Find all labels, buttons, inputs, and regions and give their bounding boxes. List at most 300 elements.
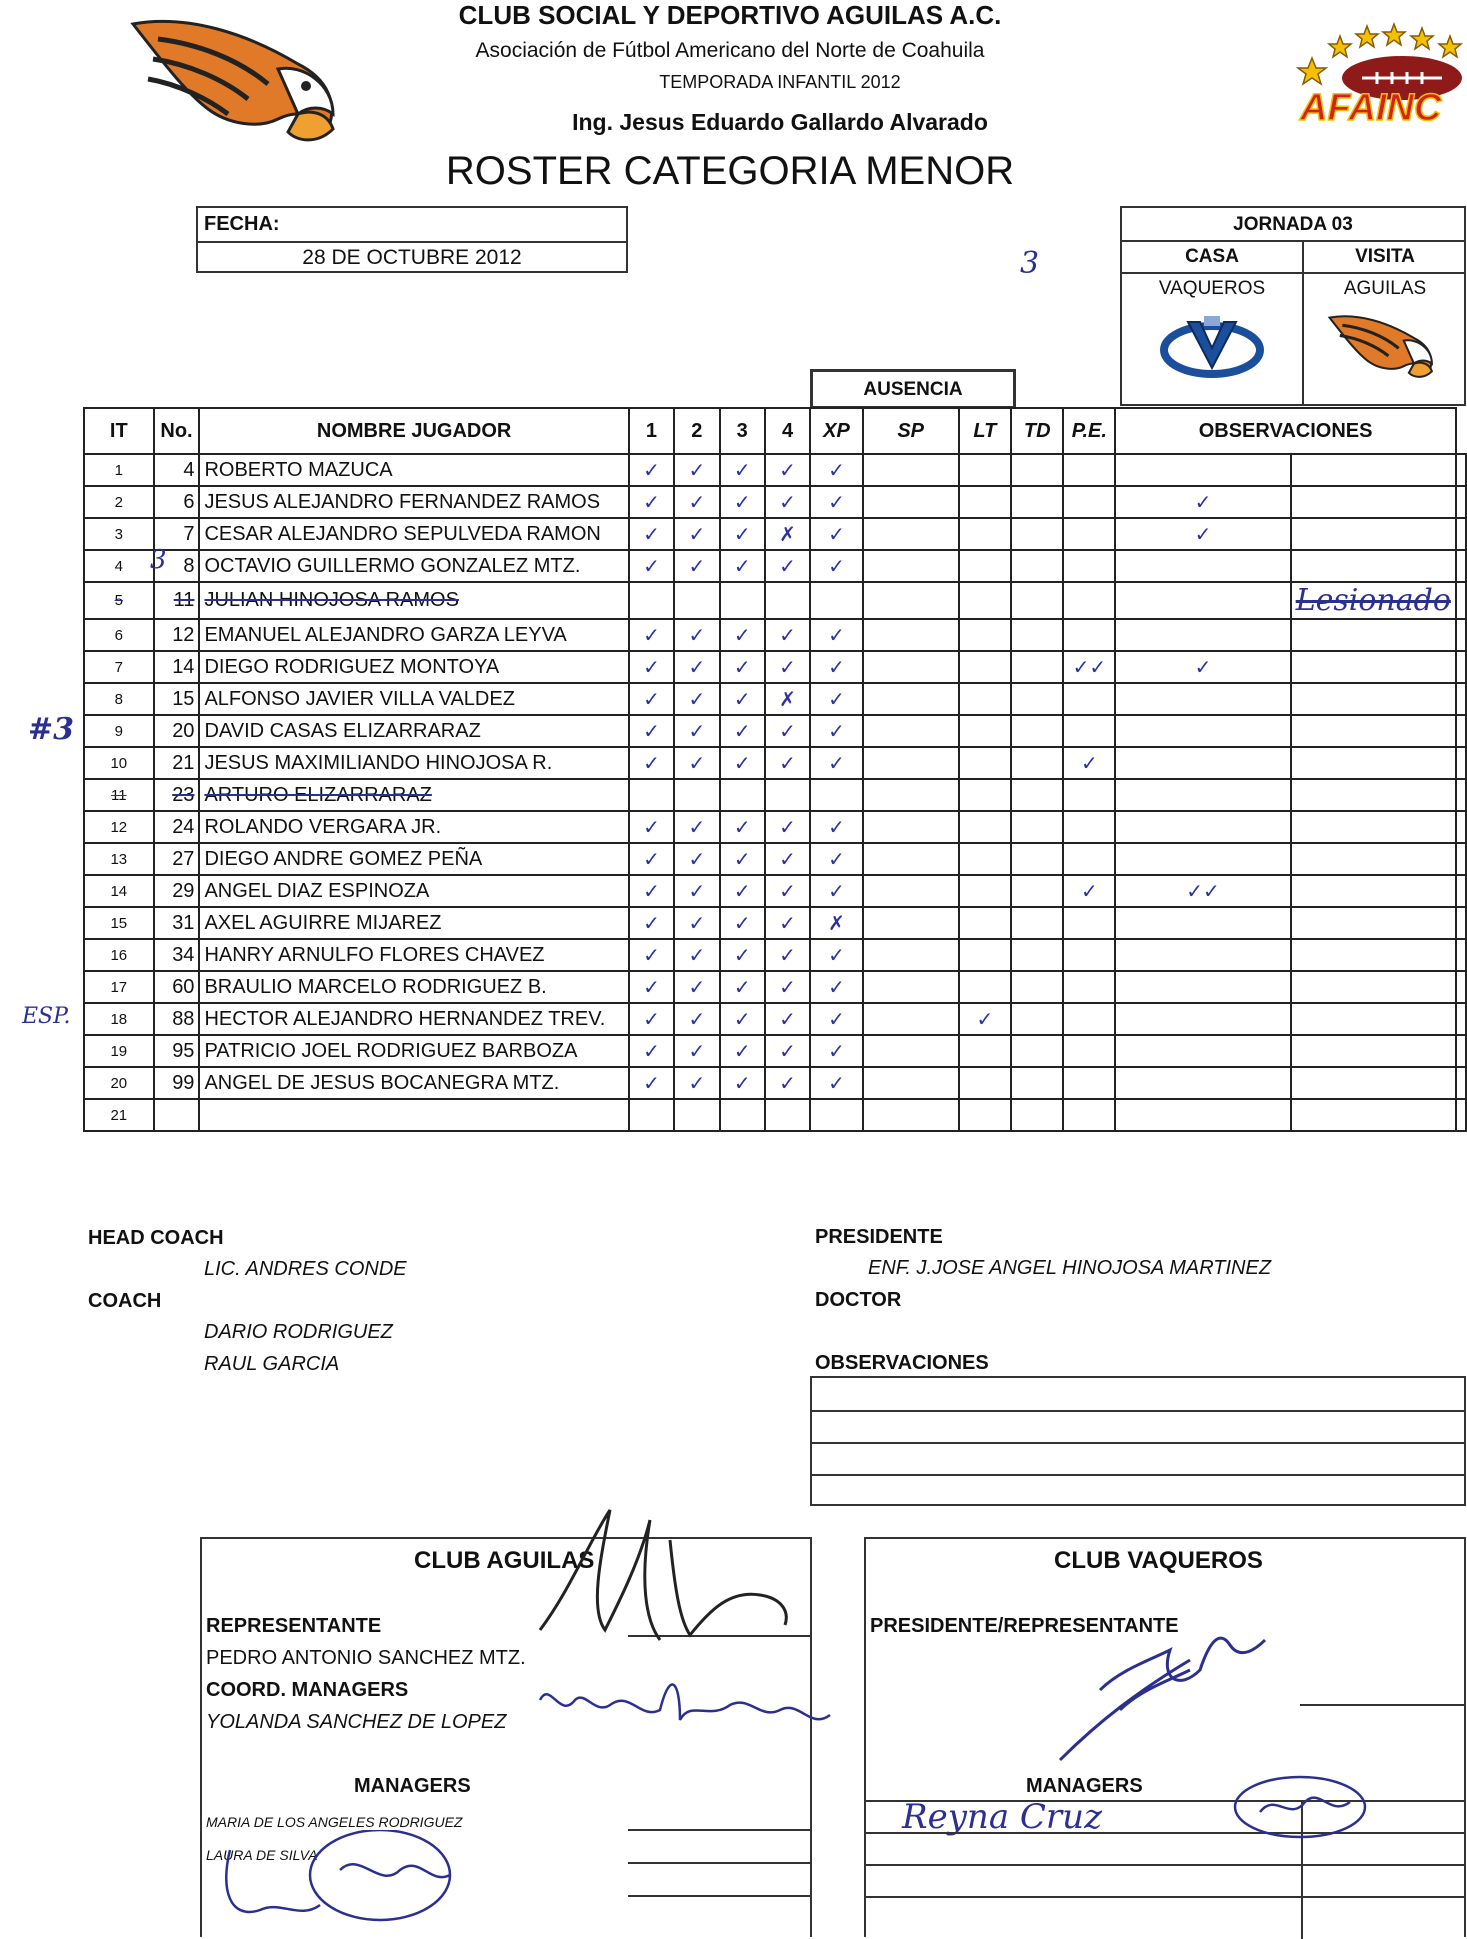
- player-observaciones-extra: [1456, 486, 1466, 518]
- player-pe: [1115, 939, 1290, 971]
- col-q4: 4: [765, 408, 810, 454]
- player-q4: ✓: [810, 843, 862, 875]
- aguilas-eagle-logo: [128, 14, 343, 149]
- player-observaciones: [1291, 683, 1456, 715]
- player-q2: ✓: [720, 486, 765, 518]
- player-observaciones: [1291, 518, 1456, 550]
- player-check-mark: ✓: [629, 683, 674, 715]
- player-q4: ✓: [810, 486, 862, 518]
- player-q1: ✓: [674, 747, 719, 779]
- player-q2: [720, 1099, 765, 1131]
- afainc-logo-text: AFAINC: [1300, 87, 1442, 128]
- player-check-mark: ✓: [629, 1067, 674, 1099]
- player-it: 10: [84, 747, 154, 779]
- player-lt: [1011, 486, 1063, 518]
- aguilas-manager-1: MARIA DE LOS ANGELES RODRIGUEZ: [206, 1814, 463, 1830]
- player-q2: ✓: [720, 1067, 765, 1099]
- player-observaciones-extra: [1456, 1099, 1466, 1131]
- player-pe: [1115, 811, 1290, 843]
- player-observaciones-extra: [1456, 907, 1466, 939]
- observaciones-box: [810, 1376, 1466, 1506]
- player-observaciones-extra: [1456, 875, 1466, 907]
- player-number: [154, 1099, 200, 1131]
- player-check-mark: ✓: [629, 1035, 674, 1067]
- player-td: [1063, 1003, 1115, 1035]
- coach-name-1: DARIO RODRIGUEZ: [204, 1321, 393, 1343]
- vaqueros-logo: [1160, 316, 1264, 378]
- player-td: [1063, 779, 1115, 811]
- player-observaciones: [1291, 454, 1456, 486]
- player-sp: [959, 518, 1011, 550]
- player-pe: [1115, 843, 1290, 875]
- player-name: JESUS ALEJANDRO FERNANDEZ RAMOS: [199, 486, 628, 518]
- player-observaciones-extra: [1456, 683, 1466, 715]
- player-number: 31: [154, 907, 200, 939]
- player-td: ✓: [1063, 875, 1115, 907]
- player-td: [1063, 454, 1115, 486]
- roster-header-row: [84, 408, 1466, 454]
- player-observaciones-extra: [1456, 843, 1466, 875]
- player-q3: ✗: [765, 683, 810, 715]
- player-td: [1063, 550, 1115, 582]
- player-q3: ✓: [765, 747, 810, 779]
- player-lt: [1011, 811, 1063, 843]
- head-coach-label: HEAD COACH: [88, 1227, 224, 1249]
- player-td: [1063, 1099, 1115, 1131]
- table-row: [84, 843, 1466, 875]
- player-q3: ✓: [765, 1003, 810, 1035]
- aguilas-representante-signature: [530, 1500, 810, 1650]
- player-td: ✓: [1063, 747, 1115, 779]
- player-q4: ✓: [810, 550, 862, 582]
- player-q3: ✓: [765, 486, 810, 518]
- player-td: [1063, 811, 1115, 843]
- player-number: 23: [154, 779, 200, 811]
- handwritten-mark: 3: [1020, 246, 1040, 281]
- table-row: [84, 651, 1466, 683]
- player-observaciones-extra: [1456, 779, 1466, 811]
- player-q1: ✓: [674, 619, 719, 651]
- player-q2: ✓: [720, 1035, 765, 1067]
- player-observaciones-extra: [1456, 747, 1466, 779]
- player-sp: [959, 715, 1011, 747]
- player-name: [199, 1099, 628, 1131]
- player-it: 14: [84, 875, 154, 907]
- player-check-mark: ✓: [629, 715, 674, 747]
- aguilas-small-logo: [1327, 308, 1437, 386]
- player-sp: [959, 907, 1011, 939]
- player-number: 21: [154, 747, 200, 779]
- player-pe: [1115, 747, 1290, 779]
- player-observaciones-extra: [1456, 811, 1466, 843]
- player-lt: [1011, 550, 1063, 582]
- player-number: 12: [154, 619, 200, 651]
- player-number: 8: [154, 550, 200, 582]
- player-it: 4: [84, 550, 154, 582]
- player-name: ARTURO ELIZARRARAZ: [199, 779, 628, 811]
- player-q2: ✓: [720, 843, 765, 875]
- player-q1: [674, 1099, 719, 1131]
- player-name: CESAR ALEJANDRO SEPULVEDA RAMON: [199, 518, 628, 550]
- table-row: [84, 715, 1466, 747]
- player-name: AXEL AGUIRRE MIJAREZ: [199, 907, 628, 939]
- table-row: [84, 907, 1466, 939]
- table-row: [84, 971, 1466, 1003]
- table-row: [84, 486, 1466, 518]
- player-q3: ✓: [765, 550, 810, 582]
- player-name: OCTAVIO GUILLERMO GONZALEZ MTZ.: [199, 550, 628, 582]
- player-sp: [959, 1035, 1011, 1067]
- player-it: 2: [84, 486, 154, 518]
- player-name: DIEGO RODRIGUEZ MONTOYA: [199, 651, 628, 683]
- player-q2: ✓: [720, 971, 765, 1003]
- player-q4: ✓: [810, 811, 862, 843]
- aguilas-sign-line-3: [628, 1862, 812, 1864]
- player-q2: ✓: [720, 518, 765, 550]
- col-q3: 3: [720, 408, 765, 454]
- player-observaciones: [1291, 651, 1456, 683]
- player-observaciones-extra: [1456, 582, 1466, 619]
- player-it: 15: [84, 907, 154, 939]
- player-pe: [1115, 1099, 1290, 1131]
- player-lt: [1011, 843, 1063, 875]
- player-xp: [863, 971, 959, 1003]
- player-it: 11: [84, 779, 154, 811]
- representante-label: REPRESENTANTE: [206, 1615, 382, 1637]
- table-row: [84, 811, 1466, 843]
- player-it: 9: [84, 715, 154, 747]
- player-q1: [674, 779, 719, 811]
- player-pe: [1115, 779, 1290, 811]
- player-observaciones: [1291, 1035, 1456, 1067]
- player-pe: [1115, 619, 1290, 651]
- player-it: 17: [84, 971, 154, 1003]
- player-q4: ✓: [810, 651, 862, 683]
- player-lt: [1011, 939, 1063, 971]
- player-q2: ✓: [720, 1003, 765, 1035]
- player-pe: ✓: [1115, 486, 1290, 518]
- player-number: 99: [154, 1067, 200, 1099]
- vaqueros-managers-label: MANAGERS: [1026, 1775, 1143, 1797]
- col-nombre: NOMBRE JUGADOR: [199, 408, 628, 454]
- table-row: [84, 683, 1466, 715]
- player-check-mark: ✓: [629, 550, 674, 582]
- player-observaciones: [1291, 939, 1456, 971]
- aguilas-managers-signature: [200, 1830, 500, 1928]
- player-it: 12: [84, 811, 154, 843]
- player-observaciones-extra: [1456, 939, 1466, 971]
- player-q4: ✓: [810, 875, 862, 907]
- player-check-mark: ✓: [629, 971, 674, 1003]
- player-q3: ✓: [765, 843, 810, 875]
- player-it: 18: [84, 1003, 154, 1035]
- ausencia-label: AUSENCIA: [863, 379, 963, 400]
- aguilas-managers-label: MANAGERS: [354, 1775, 471, 1797]
- player-xp: [863, 619, 959, 651]
- player-observaciones-extra: [1456, 619, 1466, 651]
- player-pe: [1115, 1067, 1290, 1099]
- player-q4: ✓: [810, 939, 862, 971]
- player-td: [1063, 939, 1115, 971]
- player-name: PATRICIO JOEL RODRIGUEZ BARBOZA: [199, 1035, 628, 1067]
- player-q3: ✓: [765, 651, 810, 683]
- player-check-mark: ✓: [629, 747, 674, 779]
- player-td: [1063, 843, 1115, 875]
- player-q3: ✓: [765, 1035, 810, 1067]
- player-observaciones: [1291, 875, 1456, 907]
- player-it: 1: [84, 454, 154, 486]
- col-sp: SP: [863, 408, 959, 454]
- player-check-mark: ✓: [629, 454, 674, 486]
- player-q4: ✓: [810, 715, 862, 747]
- casa-label: CASA: [1185, 246, 1239, 267]
- player-observaciones-extra: [1456, 651, 1466, 683]
- player-name: DAVID CASAS ELIZARRARAZ: [199, 715, 628, 747]
- player-q1: ✓: [674, 971, 719, 1003]
- player-number: 4: [154, 454, 200, 486]
- player-td: [1063, 582, 1115, 619]
- jornada-title: JORNADA 03: [1233, 214, 1353, 235]
- player-xp: [863, 486, 959, 518]
- player-observaciones: [1291, 747, 1456, 779]
- player-it: 21: [84, 1099, 154, 1131]
- head-coach-name: LIC. ANDRES CONDE: [204, 1258, 407, 1280]
- player-pe: [1115, 715, 1290, 747]
- player-name: ANGEL DIAZ ESPINOZA: [199, 875, 628, 907]
- col-q1: 1: [629, 408, 674, 454]
- player-sp: [959, 1067, 1011, 1099]
- player-it: 7: [84, 651, 154, 683]
- roster-title: ROSTER CATEGORIA MENOR: [445, 149, 1015, 193]
- player-xp: [863, 454, 959, 486]
- player-pe: [1115, 550, 1290, 582]
- player-observaciones-extra: [1456, 550, 1466, 582]
- player-q1: ✓: [674, 1003, 719, 1035]
- player-observaciones: [1291, 843, 1456, 875]
- player-lt: [1011, 1003, 1063, 1035]
- player-sp: [959, 683, 1011, 715]
- player-it: 8: [84, 683, 154, 715]
- player-lt: [1011, 582, 1063, 619]
- vaqueros-manager-signature: [1230, 1772, 1380, 1842]
- player-q4: ✗: [810, 907, 862, 939]
- player-sp: [959, 582, 1011, 619]
- player-sp: [959, 811, 1011, 843]
- player-sp: [959, 971, 1011, 1003]
- engineer-name: Ing. Jesus Eduardo Gallardo Alvarado: [572, 109, 988, 135]
- player-q3: ✓: [765, 1067, 810, 1099]
- observaciones-label: OBSERVACIONES: [815, 1352, 989, 1374]
- player-xp: [863, 1035, 959, 1067]
- player-pe: [1115, 1003, 1290, 1035]
- player-q1: ✓: [674, 843, 719, 875]
- player-q2: ✓: [720, 550, 765, 582]
- player-check-mark: ✓: [629, 619, 674, 651]
- player-sp: [959, 843, 1011, 875]
- player-check-mark: [629, 1099, 674, 1131]
- player-check-mark: ✓: [629, 518, 674, 550]
- player-name: ALFONSO JAVIER VILLA VALDEZ: [199, 683, 628, 715]
- player-xp: [863, 939, 959, 971]
- player-observaciones-extra: [1456, 715, 1466, 747]
- player-name: ROBERTO MAZUCA: [199, 454, 628, 486]
- presidente-label: PRESIDENTE: [815, 1226, 943, 1248]
- fecha-value: 28 DE OCTUBRE 2012: [302, 246, 522, 269]
- player-check-mark: ✓: [629, 843, 674, 875]
- player-q3: ✓: [765, 454, 810, 486]
- player-pe: ✓: [1115, 518, 1290, 550]
- player-name: ANGEL DE JESUS BOCANEGRA MTZ.: [199, 1067, 628, 1099]
- player-td: [1063, 518, 1115, 550]
- coach-name-2: RAUL GARCIA: [204, 1353, 340, 1375]
- player-q2: ✓: [720, 875, 765, 907]
- player-sp: [959, 875, 1011, 907]
- player-q1: ✓: [674, 715, 719, 747]
- player-sp: ✓: [959, 1003, 1011, 1035]
- player-q1: ✓: [674, 875, 719, 907]
- player-lt: [1011, 683, 1063, 715]
- player-name: ROLANDO VERGARA JR.: [199, 811, 628, 843]
- player-q1: ✓: [674, 683, 719, 715]
- player-q3: ✓: [765, 907, 810, 939]
- player-check-mark: [629, 779, 674, 811]
- player-lt: [1011, 454, 1063, 486]
- table-row: [84, 582, 1466, 619]
- player-it: 3: [84, 518, 154, 550]
- player-observaciones: [1291, 715, 1456, 747]
- player-pe: [1115, 683, 1290, 715]
- club-title: CLUB SOCIAL Y DEPORTIVO AGUILAS A.C.: [458, 0, 1002, 30]
- player-pe: ✓✓: [1115, 875, 1290, 907]
- player-number: 60: [154, 971, 200, 1003]
- player-q2: [720, 779, 765, 811]
- player-xp: [863, 843, 959, 875]
- margin-note-row4: 3: [150, 545, 167, 575]
- player-observaciones: [1291, 550, 1456, 582]
- table-row: [84, 1099, 1466, 1131]
- player-lt: [1011, 1067, 1063, 1099]
- player-observaciones-extra: [1456, 454, 1466, 486]
- player-name: JULIAN HINOJOSA RAMOS: [199, 582, 628, 619]
- player-name: EMANUEL ALEJANDRO GARZA LEYVA: [199, 619, 628, 651]
- player-sp: [959, 779, 1011, 811]
- player-number: 15: [154, 683, 200, 715]
- player-number: 14: [154, 651, 200, 683]
- representante-name: PEDRO ANTONIO SANCHEZ MTZ.: [206, 1647, 526, 1669]
- doctor-label: DOCTOR: [815, 1289, 902, 1311]
- fecha-label: FECHA:: [204, 213, 280, 235]
- player-q2: ✓: [720, 454, 765, 486]
- player-check-mark: ✓: [629, 939, 674, 971]
- aguilas-sign-line-4: [628, 1895, 812, 1897]
- player-xp: [863, 1003, 959, 1035]
- player-name: HECTOR ALEJANDRO HERNANDEZ TREV.: [199, 1003, 628, 1035]
- player-xp: [863, 779, 959, 811]
- player-q4: ✓: [810, 1067, 862, 1099]
- player-observaciones-extra: [1456, 971, 1466, 1003]
- player-q4: ✓: [810, 1003, 862, 1035]
- player-observaciones-extra: [1456, 1035, 1466, 1067]
- vaqueros-manager-hand: Reyna Cruz: [902, 1797, 1102, 1837]
- player-name: DIEGO ANDRE GOMEZ PEÑA: [199, 843, 628, 875]
- roster-table: [83, 407, 1467, 1132]
- player-lt: [1011, 971, 1063, 1003]
- player-sp: [959, 747, 1011, 779]
- player-pe: [1115, 971, 1290, 1003]
- player-q1: ✓: [674, 1067, 719, 1099]
- player-td: [1063, 683, 1115, 715]
- player-check-mark: ✓: [629, 875, 674, 907]
- visita-label: VISITA: [1355, 246, 1415, 267]
- vaqueros-sign-line-4: [864, 1864, 1466, 1866]
- player-number: 11: [154, 582, 200, 619]
- player-name: HANRY ARNULFO FLORES CHAVEZ: [199, 939, 628, 971]
- col-it: IT: [84, 408, 154, 454]
- vaqueros-sign-line-5: [864, 1896, 1466, 1898]
- player-q2: ✓: [720, 715, 765, 747]
- player-q4: ✓: [810, 619, 862, 651]
- player-lt: [1011, 907, 1063, 939]
- player-it: 6: [84, 619, 154, 651]
- player-it: 16: [84, 939, 154, 971]
- player-xp: [863, 550, 959, 582]
- player-sp: [959, 651, 1011, 683]
- player-observaciones: [1291, 1003, 1456, 1035]
- player-number: 7: [154, 518, 200, 550]
- player-observaciones: [1291, 971, 1456, 1003]
- table-row: [84, 1035, 1466, 1067]
- player-td: [1063, 619, 1115, 651]
- margin-note-row18: ESP.: [22, 1004, 71, 1029]
- col-no: No.: [154, 408, 200, 454]
- player-it: 13: [84, 843, 154, 875]
- player-q1: ✓: [674, 454, 719, 486]
- player-q1: ✓: [674, 939, 719, 971]
- player-q2: ✓: [720, 907, 765, 939]
- player-q4: ✓: [810, 971, 862, 1003]
- vaqueros-sign-line-1: [1300, 1704, 1466, 1706]
- player-number: 24: [154, 811, 200, 843]
- player-xp: [863, 715, 959, 747]
- fecha-box: [196, 206, 628, 273]
- table-row: [84, 779, 1466, 811]
- afainc-logo: [1292, 18, 1467, 128]
- player-q3: ✓: [765, 811, 810, 843]
- player-td: [1063, 486, 1115, 518]
- player-q1: ✓: [674, 651, 719, 683]
- player-q1: ✓: [674, 811, 719, 843]
- player-lt: [1011, 619, 1063, 651]
- association-name: Asociación de Fútbol Americano del Norte de Coahuila: [475, 39, 985, 62]
- player-q2: ✓: [720, 747, 765, 779]
- player-observaciones-extra: [1456, 1067, 1466, 1099]
- player-q3: [765, 582, 810, 619]
- player-check-mark: ✓: [629, 1003, 674, 1035]
- player-check-mark: ✓: [629, 907, 674, 939]
- player-q4: ✓: [810, 683, 862, 715]
- visita-team: AGUILAS: [1343, 278, 1427, 299]
- presidente-name: ENF. J.JOSE ANGEL HINOJOSA MARTINEZ: [868, 1257, 1272, 1279]
- player-sp: [959, 486, 1011, 518]
- player-number: 29: [154, 875, 200, 907]
- player-pe: [1115, 454, 1290, 486]
- player-lt: [1011, 1035, 1063, 1067]
- player-sp: [959, 550, 1011, 582]
- table-row: [84, 619, 1466, 651]
- table-row: [84, 875, 1466, 907]
- player-number: 34: [154, 939, 200, 971]
- player-q4: ✓: [810, 454, 862, 486]
